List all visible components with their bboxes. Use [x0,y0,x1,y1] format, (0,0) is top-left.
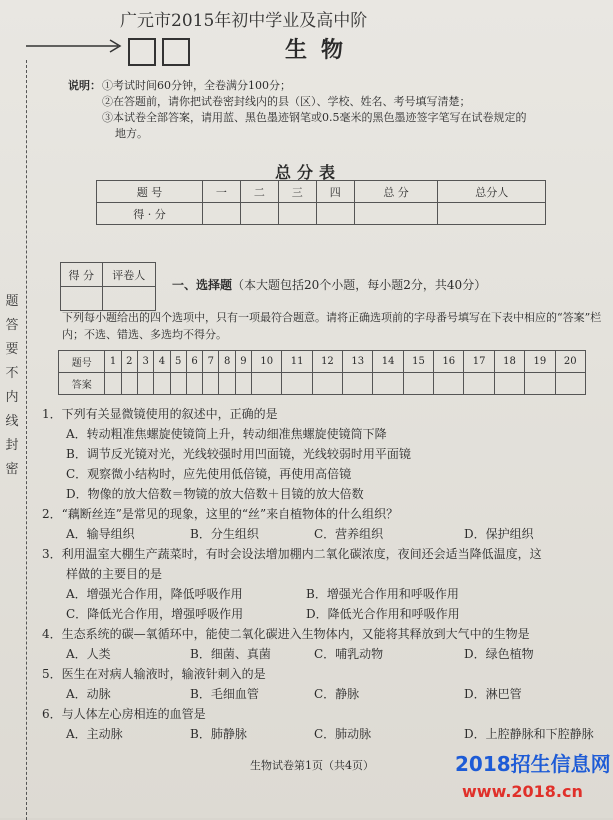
answer-number: 2 [121,351,137,373]
watermark-url: www.2018.cn [462,782,583,801]
note-item: ③本试卷全部答案，请用蓝、黑色墨迹钢笔或0.5毫米的黑色墨迹签字笔写在试卷规定的 [102,111,527,124]
answer-number: 12 [312,351,342,373]
answer-cell[interactable] [555,373,585,395]
answer-number: 19 [525,351,555,373]
options-row: C．降低光合作用，增强呼吸作用 D．降低光合作用和呼吸作用 [66,607,460,621]
section-instruction: 下列每小题给出的四个选项中，只有一项最符合题意。请将正确选项前的字母番号填写在下表中相应的“答案”栏内；不选、错选、多选均不得分。 [62,311,602,341]
option: C．观察微小结构时，应先使用低倍镜，再使用高倍镜 [66,467,352,481]
answer-cell[interactable] [121,373,137,395]
answer-number: 14 [373,351,403,373]
answer-table: 题号 1 2 3 4 5 6 7 8 9 10 11 12 13 14 15 16 17 18 19 20 答案 [58,350,586,395]
page-footer: 生物试卷第1页（共4页） [250,759,374,772]
answer-number: 5 [170,351,186,373]
note-item: ②在答题前，请你把试卷密封线内的县（区）、学校、姓名、考号填写清楚； [102,95,471,108]
answer-number: 11 [282,351,312,373]
exam-title: 广元市2015年初中学业及高中阶 [120,11,368,31]
instructions [68,78,588,142]
question-3: 3．利用温室大棚生产蔬菜时，有时会设法增加棚内二氧化碳浓度，夜间还会适当降低温度，这 [42,547,542,561]
answer-cell[interactable] [494,373,524,395]
options-row: A．人类 B．细菌、真菌 C．哺乳动物 D．绿色植物 [66,647,534,661]
answer-cell[interactable] [252,373,282,395]
option: D．物像的放大倍数＝物镜的放大倍数＋目镜的放大倍数 [66,487,364,501]
score-table-title: 总分表 [275,163,342,182]
score-table: 题 号 一 二 三 四 总 分 总分人 得 · 分 [96,180,546,225]
options-row: A．主动脉 B．肺静脉 C．肺动脉 D．上腔静脉和下腔静脉 [66,727,594,741]
seal-dashed-line [26,60,27,820]
grader-box: 得 分 评卷人 [60,262,156,311]
question-1: 1．下列有关显微镜使用的叙述中，正确的是 [42,407,278,421]
options-row: A．增强光合作用，降低呼吸作用 B．增强光合作用和呼吸作用 [66,587,459,601]
answer-cell[interactable] [186,373,202,395]
answer-cell[interactable] [235,373,251,395]
answer-cell[interactable] [203,373,219,395]
watermark-site-name: 2018招生信息网 [455,752,611,776]
answer-number: 16 [434,351,464,373]
answer-cell[interactable] [343,373,373,395]
answer-cell[interactable] [525,373,555,395]
options-row: A．动脉 B．毛细血管 C．静脉 D．淋巴管 [66,687,522,701]
question-6: 6．与人体左心房相连的血管是 [42,707,206,721]
questions [42,404,602,744]
arrow-icon [26,36,126,56]
answer-cell[interactable] [312,373,342,395]
answer-number: 10 [252,351,282,373]
options-row: A．输导组织 B．分生组织 C．营养组织 D．保护组织 [66,527,534,541]
answer-number: 13 [343,351,373,373]
answer-cell[interactable] [219,373,235,395]
option: A．转动粗准焦螺旋使镜筒上升，转动细准焦螺旋使镜筒下降 [66,427,387,441]
answer-number: 7 [203,351,219,373]
section-heading: 一、选择题（本大题包括20个小题，每小题2分，共40分） [172,278,487,292]
answer-number: 6 [186,351,202,373]
answer-number: 15 [403,351,433,373]
option: B．调节反光镜对光，光线较强时用凹面镜，光线较弱时用平面镜 [66,447,411,461]
answer-number: 20 [555,351,585,373]
answer-number: 4 [154,351,170,373]
answer-cell[interactable] [434,373,464,395]
answer-cell[interactable] [373,373,403,395]
answer-number: 18 [494,351,524,373]
notes-label: 说明： [68,79,101,92]
code-boxes [128,38,196,70]
question-4: 4．生态系统的碳—氧循环中，能使二氧化碳进入生物体内，又能将其释放到大气中的生物是 [42,627,530,641]
answer-cell[interactable] [105,373,121,395]
answer-cell[interactable] [138,373,154,395]
note-item: 地方。 [115,127,148,140]
answer-cell[interactable] [170,373,186,395]
answer-number: 3 [138,351,154,373]
answer-number: 8 [219,351,235,373]
note-item: ①考试时间60分钟，全卷满分100分； [102,79,291,92]
answer-number: 9 [235,351,251,373]
answer-cell[interactable] [403,373,433,395]
answer-cell[interactable] [282,373,312,395]
answer-number: 17 [464,351,494,373]
question-5: 5．医生在对病人输液时，输液针刺入的是 [42,667,266,681]
answer-cell[interactable] [154,373,170,395]
question-2: 2．“藕断丝连”是常见的现象，这里的“丝”来自植物体的什么组织？ [42,507,399,521]
question-3-cont: 样做的主要目的是 [66,567,163,581]
seal-line-notice: 题 答 要 不 内 线 封 密 [5,294,19,477]
answer-cell[interactable] [464,373,494,395]
answer-number: 1 [105,351,121,373]
subject-title: 生物 [285,37,358,63]
